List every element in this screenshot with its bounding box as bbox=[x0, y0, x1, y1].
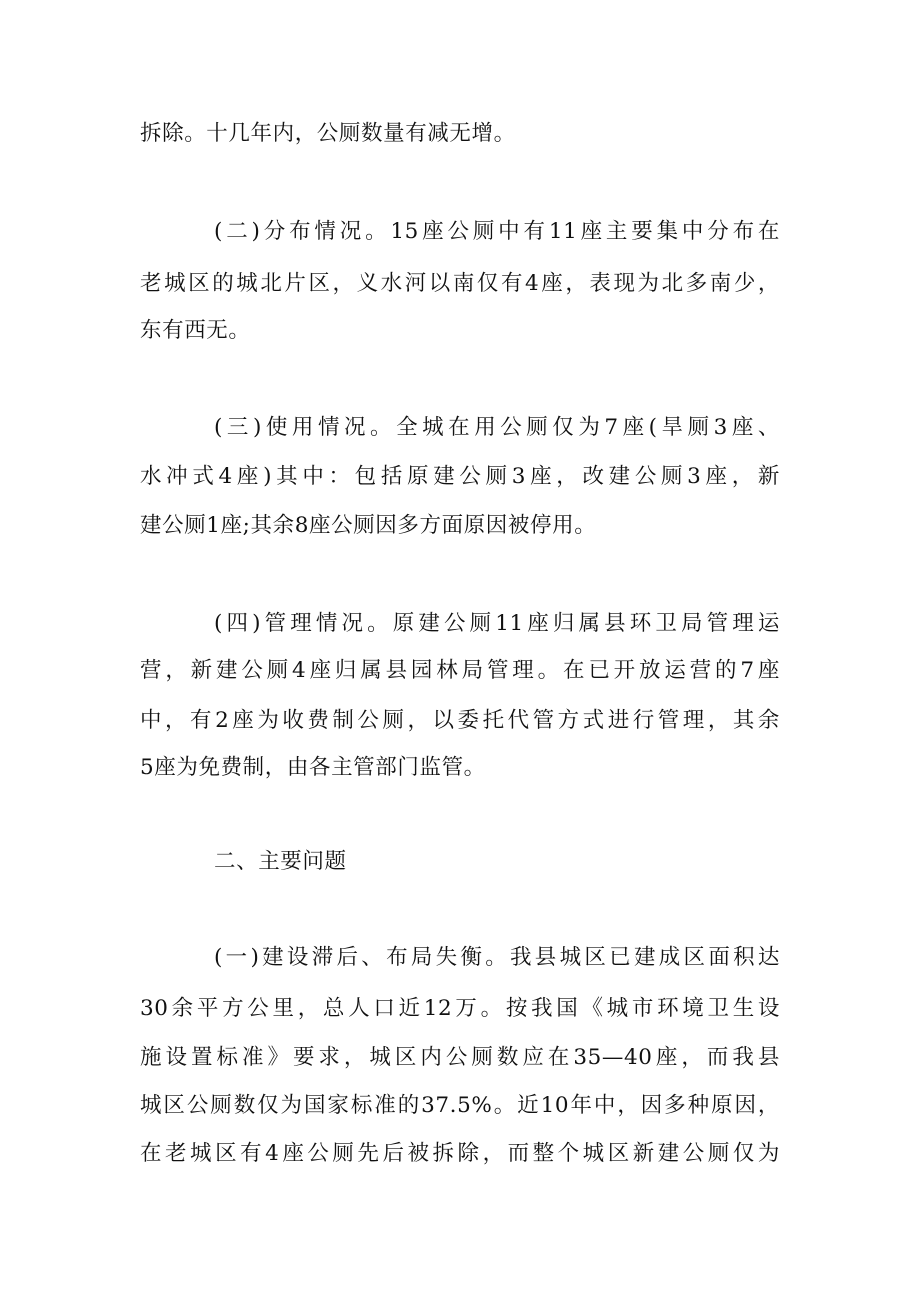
paragraph-line: 5座为免费制，由各主管部门监管。 bbox=[140, 755, 486, 780]
paragraph-line: 30余平方公里，总人口近12万。按我国《城市环境卫生设 bbox=[140, 996, 780, 1021]
paragraph-line: (三)使用情况。全城在用公厕仅为7座(旱厕3座、 bbox=[214, 415, 780, 440]
paragraph-line: (四)管理情况。原建公厕11座归属县环卫局管理运 bbox=[214, 611, 780, 636]
paragraph-line: 建公厕1座;其余8座公厕因多方面原因被停用。 bbox=[140, 513, 597, 538]
paragraph-line: (一)建设滞后、布局失衡。我县城区已建成区面积达 bbox=[214, 945, 780, 970]
paragraph-line: 在老城区有4座公厕先后被拆除，而整个城区新建公厕仅为 bbox=[140, 1141, 780, 1166]
paragraph-line: 东有西无。 bbox=[140, 318, 251, 343]
paragraph-line: 水冲式4座)其中：包括原建公厕3座，改建公厕3座，新 bbox=[140, 464, 780, 489]
paragraph-line: (二)分布情况。15座公厕中有11座主要集中分布在 bbox=[214, 219, 780, 244]
paragraph-line: 老城区的城北片区，义水河以南仅有4座，表现为北多南少， bbox=[140, 271, 780, 296]
paragraph-line: 施设置标准》要求，城区内公厕数应在35—40座，而我县 bbox=[140, 1045, 780, 1070]
section-heading: 二、主要问题 bbox=[214, 849, 347, 874]
paragraph-line: 中，有2座为收费制公厕，以委托代管方式进行管理，其余 bbox=[140, 708, 780, 733]
paragraph-line: 城区公厕数仅为国家标准的37.5%。近10年中，因多种原因， bbox=[140, 1093, 780, 1118]
paragraph-line: 拆除。十几年内，公厕数量有减无增。 bbox=[140, 121, 516, 146]
paragraph-line: 营，新建公厕4座归属县园林局管理。在已开放运营的7座 bbox=[140, 658, 780, 683]
